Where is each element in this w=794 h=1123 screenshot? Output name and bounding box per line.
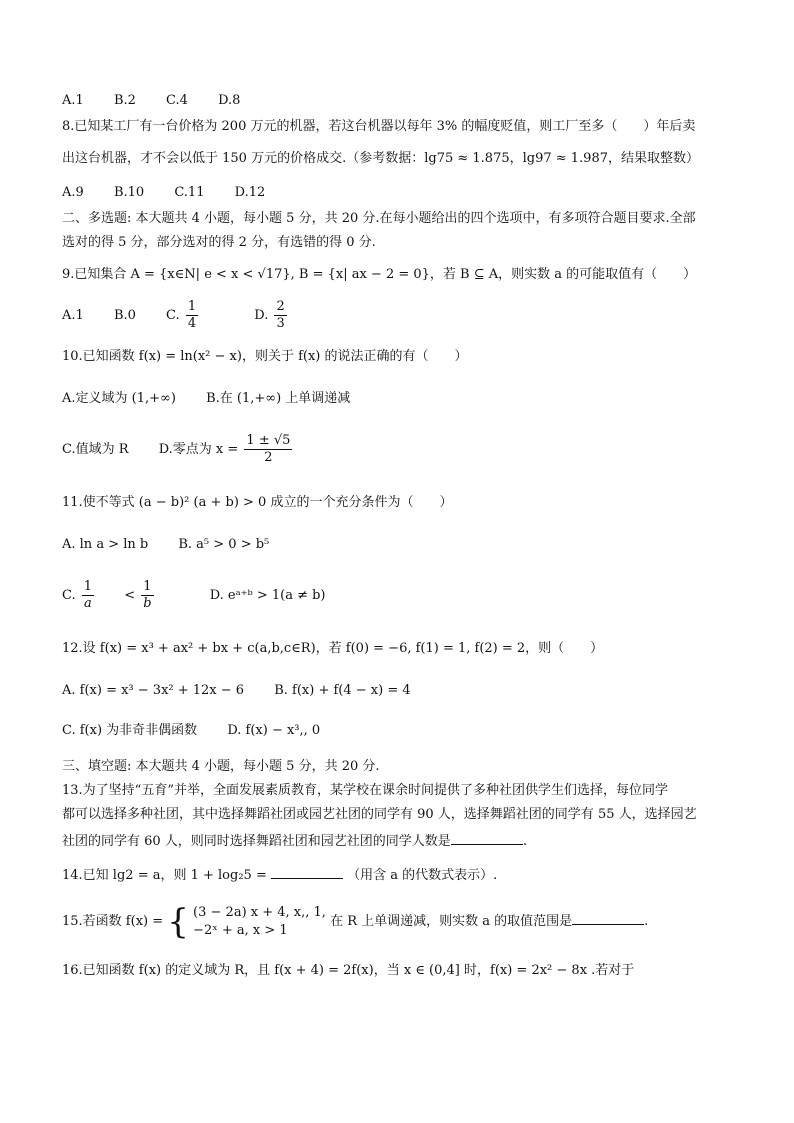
q7-option-a: A.1 [62, 93, 84, 108]
q8-option-d: D.12 [234, 185, 266, 200]
q11-stem: 11.使不等式 (a − b)² (a + b) > 0 成立的一个充分条件为（ ） [62, 495, 453, 510]
q15-stem-end: . [644, 914, 649, 929]
q10-option-a: A.定义域为 (1,+∞) [62, 391, 176, 406]
q13-stem-end: . [522, 834, 527, 849]
q10-option-d-denominator: 2 [264, 450, 273, 465]
q13-stem-line1: 13.为了坚持“五育”并举，全面发展素质教育，某学校在课余时间提供了多种社团供学生们选择，每位同学 [62, 783, 668, 798]
q11-options-row1 [62, 536, 754, 554]
q11-option-d: D. eᵃ⁺ᵇ > 1(a ≠ b) [209, 588, 326, 603]
q12-option-a: A. f(x) = x³ − 3x² + 12x − 6 [62, 683, 245, 698]
section2-heading-line2: 选对的得 5 分，部分选对的得 2 分，有选错的得 0 分. [62, 235, 376, 250]
q10-options-row1 [62, 390, 754, 408]
q11-option-c-left-fraction [82, 579, 120, 612]
q7-option-b: B.2 [113, 93, 136, 108]
q13-stem-text: 社团的同学有 60 人，则同时选择舞蹈社团和园艺社团的同学人数是 [62, 834, 451, 849]
q15-piecewise [193, 904, 326, 940]
q11-option-c-left-denominator: a [84, 596, 92, 611]
q13-stem-line2: 都可以选择多种社团，其中选择舞蹈社团或园艺社团的同学有 90 人，选择舞蹈社团的同学有 55 人，选择园艺 [62, 807, 697, 822]
q9-option-d-label: D. [254, 308, 269, 323]
q14-stem [62, 866, 754, 885]
q11-option-c-right-denominator: b [143, 596, 152, 611]
q11-option-c-left-numerator: 1 [83, 579, 93, 594]
q11-option-a: A. ln a > ln b [62, 537, 149, 552]
q15-stem-tail: 在 R 上单调递减，则实数 a 的取值范围是 [330, 914, 573, 929]
q7-option-c: C.4 [166, 93, 188, 108]
q9-option-c [166, 298, 224, 334]
q13-answer-blank [451, 832, 523, 845]
q11-option-c-right-fraction [141, 579, 179, 612]
q12-option-b: B. f(x) + f(4 − x) = 4 [274, 683, 411, 698]
q12-options-row1 [62, 682, 754, 700]
left-brace-icon: { [167, 901, 189, 942]
q7-options [62, 92, 754, 110]
q15-piece-1: (3 − 2a) x + 4, x,, 1, [193, 904, 326, 920]
q8-stem-line2: 出这台机器，才不会以低于 150 万元的价格成交.（参考数据：lg75 ≈ 1.875，lg97 ≈ 1.987，结果取整数） [62, 151, 700, 166]
q9-option-a: A.1 [62, 308, 84, 323]
q15-answer-blank [572, 912, 644, 925]
q8-stem-line1: 8.已知某工厂有一台价格为 200 万元的机器，若这台机器以每年 3% 的幅度贬值，则工厂至多（ ）年后卖 [62, 119, 696, 134]
q9-stem: 9.已知集合 A = {x∈N| e < x < √17}, B = {x| ax − 2 = 0}，若 B ⊆ A，则实数 a 的可能取值有（ ） [62, 267, 697, 282]
q9-option-c-label: C. [166, 308, 180, 323]
q12-option-d: D. f(x) − x³,, 0 [227, 723, 321, 738]
q9-option-d-numerator: 2 [276, 299, 285, 314]
q12-option-c: C. f(x) 为非奇非偶函数 [62, 723, 198, 738]
q8-options [62, 184, 754, 202]
q14-stem-lead: 14.已知 lg2 = a，则 1 + log₂5 = [62, 868, 267, 883]
q14-stem-tail: （用含 a 的代数式表示）. [347, 868, 498, 883]
q15-piece-2: −2ˣ + a, x > 1 [193, 922, 288, 938]
q10-options-row2 [62, 432, 754, 468]
q8-option-a: A.9 [62, 185, 84, 200]
q16-stem: 16.已知函数 f(x) 的定义域为 R，且 f(x + 4) = 2f(x)，当 x ∈ (0,4] 时，f(x) = 2x² − 8x .若对于 [62, 963, 635, 978]
section2-heading-line1: 二、多选题: 本大题共 4 小题，每小题 5 分，共 20 分.在每小题给出的四个选项中，有多项符合题目要求.全部 [62, 211, 696, 226]
q9-option-d-fraction [274, 299, 312, 332]
q14-answer-blank [271, 866, 343, 879]
q11-options-row2 [62, 578, 754, 614]
q11-option-c-label: C. [62, 588, 76, 603]
q8-option-b: B.10 [113, 185, 145, 200]
q8-option-c: C.11 [174, 185, 205, 200]
q11-option-b: B. a⁵ > 0 > b⁵ [178, 537, 270, 552]
q10-option-d-fraction [244, 433, 318, 466]
q9-option-d-denominator: 3 [276, 316, 285, 331]
q9-option-c-fraction [186, 299, 224, 332]
q11-option-c-less-than: < [124, 588, 136, 603]
section3-heading: 三、填空题: 本大题共 4 小题，每小题 5 分，共 20 分. [62, 759, 380, 774]
q10-option-b: B.在 (1,+∞) 上单调递减 [206, 391, 351, 406]
q11-option-c-right-numerator: 1 [141, 579, 153, 596]
q10-stem: 10.已知函数 f(x) = ln(x² − x)，则关于 f(x) 的说法正确的有（ ） [62, 349, 468, 364]
q7-option-d: D.8 [218, 93, 241, 108]
q13-stem-line3 [62, 832, 754, 851]
q10-option-c: C.值域为 R [62, 442, 129, 457]
q10-option-d [159, 432, 319, 468]
q12-options-row2 [62, 722, 754, 740]
q12-stem: 12.设 f(x) = x³ + ax² + bx + c(a,b,c∈R)，若 f(0) = −6, f(1) = 1, f(2) = 2，则（ ） [62, 641, 604, 656]
q11-option-c [62, 578, 180, 614]
q15-stem [62, 902, 754, 942]
q15-stem-lead: 15.若函数 f(x) = [62, 914, 164, 929]
q9-option-c-denominator: 4 [187, 316, 197, 331]
q10-option-d-label: D.零点为 x = [158, 442, 239, 457]
q9-option-d [254, 298, 313, 334]
q9-options [62, 298, 754, 334]
q10-option-d-numerator: 1 ± √5 [246, 433, 291, 448]
q9-option-b: B.0 [113, 308, 136, 323]
q9-option-c-numerator: 1 [187, 299, 197, 314]
